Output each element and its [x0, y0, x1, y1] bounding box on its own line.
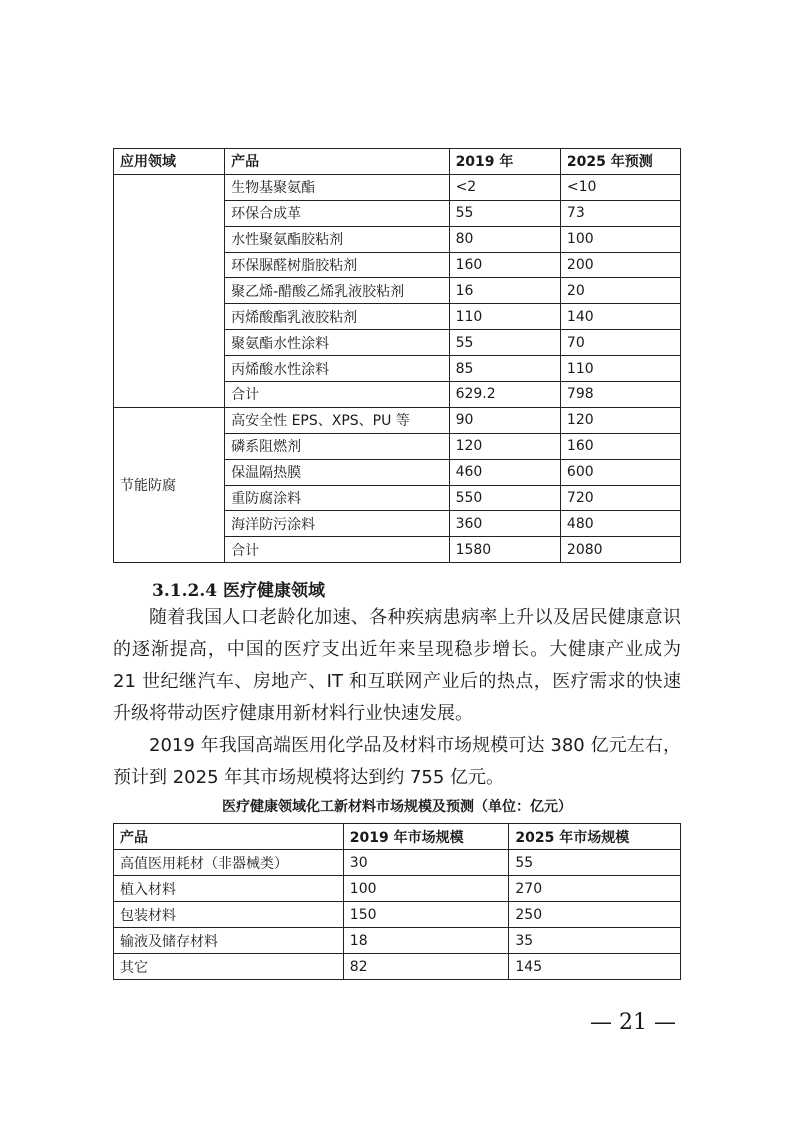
table-cell: 高安全性 EPS、XPS、PU 等 — [225, 407, 449, 433]
table-cell: 30 — [343, 850, 509, 876]
table-cell: 55 — [509, 850, 681, 876]
table-cell: 90 — [449, 407, 560, 433]
table-header-row — [114, 824, 681, 850]
table-cell: 80 — [449, 226, 560, 252]
table-cell: 磷系阻燃剂 — [225, 433, 449, 459]
table-cell: 聚乙烯-醋酸乙烯乳液胶粘剂 — [225, 278, 449, 304]
column-header: 2019 年市场规模 — [343, 824, 509, 850]
table-cell: 包装材料 — [114, 902, 344, 928]
page-number: — 21 — — [590, 1010, 676, 1035]
table-cell: 150 — [343, 902, 509, 928]
table-cell: 85 — [449, 356, 560, 382]
table-cell: 55 — [449, 330, 560, 356]
column-header: 产品 — [114, 824, 344, 850]
table-row — [114, 174, 681, 200]
column-header: 2025 年预测 — [560, 149, 680, 175]
table-cell: 输液及储存材料 — [114, 928, 344, 954]
table-row — [114, 407, 681, 433]
table-cell: 270 — [509, 876, 681, 902]
table-cell: 35 — [509, 928, 681, 954]
table-cell: 120 — [449, 433, 560, 459]
table-cell: 480 — [560, 511, 680, 537]
column-header: 应用领域 — [114, 149, 225, 175]
table-body — [114, 174, 681, 562]
table-cell: 环保合成革 — [225, 200, 449, 226]
table-cell: 聚氨酯水性涂料 — [225, 330, 449, 356]
table-cell: 合计 — [225, 537, 449, 563]
table-row — [114, 902, 681, 928]
table-cell: <10 — [560, 174, 680, 200]
table-cell: 250 — [509, 902, 681, 928]
table-cell: 600 — [560, 459, 680, 485]
table-cell: 629.2 — [449, 382, 560, 408]
table-row — [114, 850, 681, 876]
table-row — [114, 876, 681, 902]
table-caption: 医疗健康领域化工新材料市场规模及预测（单位：亿元） — [222, 799, 572, 815]
table-cell: 140 — [560, 304, 680, 330]
table-cell: 丙烯酸酯乳液胶粘剂 — [225, 304, 449, 330]
medical-market-table — [113, 823, 681, 980]
table-cell: 70 — [560, 330, 680, 356]
table-cell: 550 — [449, 485, 560, 511]
table-cell: 73 — [560, 200, 680, 226]
table-row — [114, 928, 681, 954]
table-cell: 保温隔热膜 — [225, 459, 449, 485]
table-cell: 110 — [449, 304, 560, 330]
table-cell: 海洋防污涂料 — [225, 511, 449, 537]
table-cell: <2 — [449, 174, 560, 200]
table-cell: 丙烯酸水性涂料 — [225, 356, 449, 382]
table-row — [114, 954, 681, 980]
table-cell: 重防腐涂料 — [225, 485, 449, 511]
table-cell: 100 — [560, 226, 680, 252]
table-cell: 200 — [560, 252, 680, 278]
table-cell: 82 — [343, 954, 509, 980]
table-cell: 55 — [449, 200, 560, 226]
table-body — [114, 850, 681, 980]
table-cell: 生物基聚氨酯 — [225, 174, 449, 200]
table-cell: 2080 — [560, 537, 680, 563]
column-header: 产品 — [225, 149, 449, 175]
column-header: 2019 年 — [449, 149, 560, 175]
table-cell: 16 — [449, 278, 560, 304]
table-cell: 110 — [560, 356, 680, 382]
table-header-row — [114, 149, 681, 175]
body-paragraph: 随着我国人口老龄化加速、各种疾病患病率上升以及居民健康意识的逐渐提高，中国的医疗支出近年来呈现稳步增长。大健康产业成为 21 世纪继汽车、房地产、IT 和互联网产业后的热点，医疗需求的快速升级将带动医疗健康用新材料行业快速发展。 — [113, 607, 681, 724]
body-paragraph: 2019 年我国高端医用化学品及材料市场规模可达 380 亿元左右，预计到 2025 年其市场规模将达到约 755 亿元。 — [113, 735, 681, 788]
table-cell: 360 — [449, 511, 560, 537]
table-cell: 18 — [343, 928, 509, 954]
table-cell: 460 — [449, 459, 560, 485]
table-cell: 1580 — [449, 537, 560, 563]
section-heading: 3.1.2.4 医疗健康领域 — [152, 581, 325, 601]
group-cell-empty — [114, 174, 225, 407]
table-cell: 160 — [449, 252, 560, 278]
column-header: 2025 年市场规模 — [509, 824, 681, 850]
table-cell: 798 — [560, 382, 680, 408]
table-cell: 其它 — [114, 954, 344, 980]
table-cell: 植入材料 — [114, 876, 344, 902]
table-cell: 100 — [343, 876, 509, 902]
table-cell: 水性聚氨酯胶粘剂 — [225, 226, 449, 252]
application-market-table — [113, 148, 681, 563]
table-cell: 环保脲醛树脂胶粘剂 — [225, 252, 449, 278]
table-cell: 20 — [560, 278, 680, 304]
group-label: 节能防腐 — [114, 407, 225, 562]
table-cell: 高值医用耗材（非器械类） — [114, 850, 344, 876]
table-cell: 160 — [560, 433, 680, 459]
table-cell: 720 — [560, 485, 680, 511]
table-cell: 合计 — [225, 382, 449, 408]
table-cell: 120 — [560, 407, 680, 433]
table-cell: 145 — [509, 954, 681, 980]
